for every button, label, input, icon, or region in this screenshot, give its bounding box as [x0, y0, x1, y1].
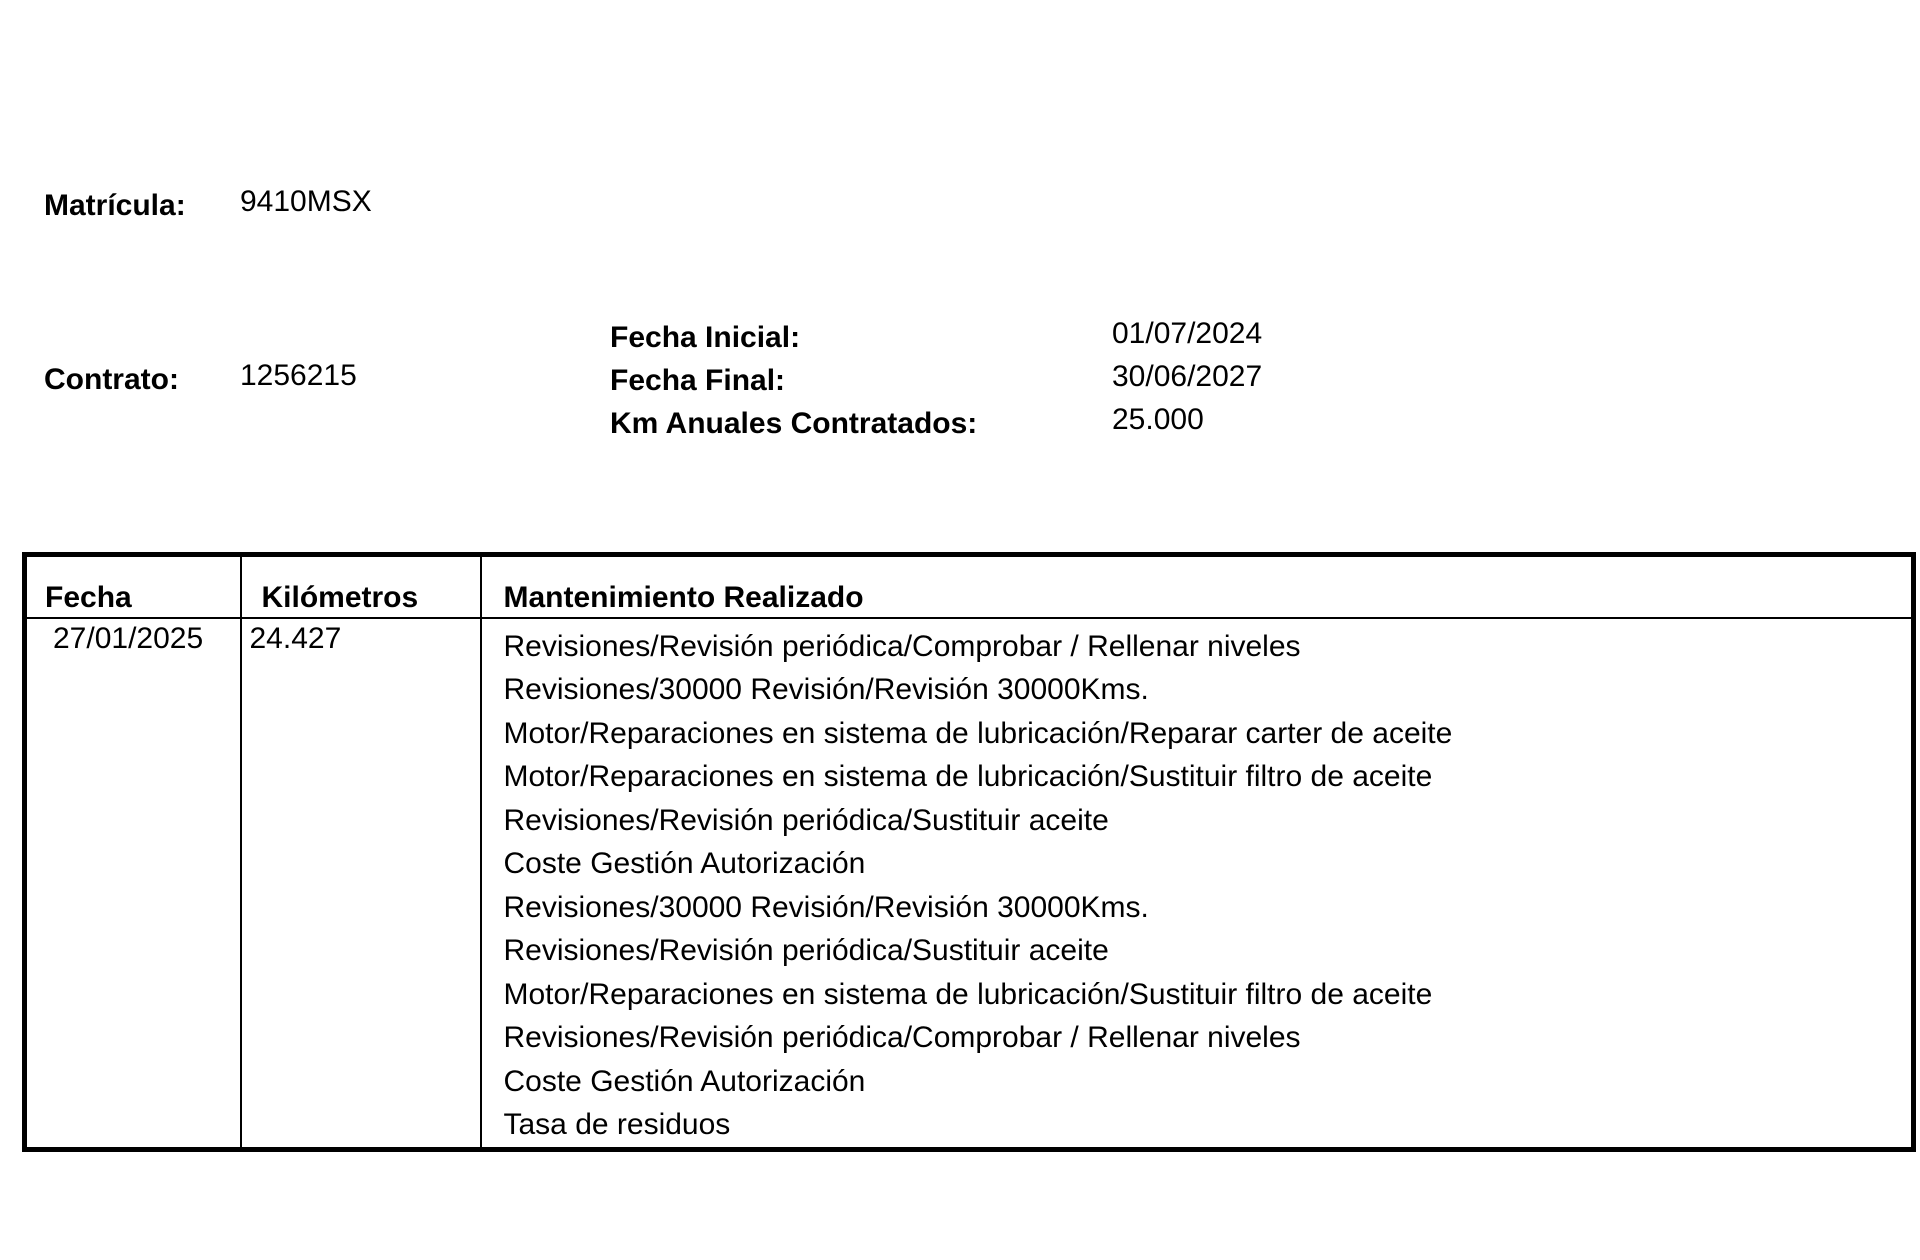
maintenance-item: Coste Gestión Autorización [503, 1064, 866, 1098]
maintenance-item: Motor/Reparaciones en sistema de lubricación/Reparar carter de aceite [503, 716, 1453, 750]
row-kilometros: 24.427 [241, 618, 481, 1150]
km-anuales-value: 25.000 [1112, 403, 1204, 436]
maintenance-item: Revisiones/30000 Revisión/Revisión 30000Kms. [503, 673, 1149, 706]
maintenance-item: Revisiones/30000 Revisión/Revisión 30000Kms. [503, 890, 1149, 924]
maintenance-item: Revisiones/Revisión periódica/Comprobar / Rellenar niveles [503, 629, 1301, 663]
contrato-label: Contrato: [44, 363, 179, 396]
maintenance-item: Motor/Reparaciones en sistema de lubricación/Sustituir filtro de aceite [503, 977, 1433, 1011]
maintenance-item: Coste Gestión Autorización [503, 847, 866, 880]
row-fecha: 27/01/2025 [25, 618, 241, 1150]
km-anuales-label: Km Anuales Contratados: [610, 407, 978, 440]
header-kilometros: Kilómetros [241, 555, 481, 618]
contrato-value: 1256215 [240, 359, 357, 392]
maintenance-item: Revisiones/Revisión periódica/Sustituir aceite [503, 803, 1109, 837]
fecha-inicial-label: Fecha Inicial: [610, 321, 801, 354]
maintenance-item: Revisiones/Revisión periódica/Sustituir aceite [503, 934, 1109, 967]
fecha-final-label: Fecha Final: [610, 364, 786, 397]
matricula-value: 9410MSX [240, 185, 372, 218]
maintenance-item: Tasa de residuos [503, 1108, 731, 1141]
header-mantenimiento: Mantenimiento Realizado [481, 555, 1914, 618]
matricula-label: Matrícula: [44, 189, 186, 222]
table-row [25, 618, 1914, 1150]
fecha-inicial-value: 01/07/2024 [1112, 317, 1263, 350]
fecha-final-value: 30/06/2027 [1112, 360, 1263, 393]
maintenance-item: Revisiones/Revisión periódica/Comprobar / Rellenar niveles [503, 1021, 1301, 1054]
header-fecha: Fecha [25, 555, 241, 618]
table-header-row [25, 555, 1914, 618]
row-mantenimiento [481, 618, 1914, 1150]
maintenance-item: Motor/Reparaciones en sistema de lubricación/Sustituir filtro de aceite [503, 760, 1433, 793]
maintenance-table [22, 552, 1916, 1152]
